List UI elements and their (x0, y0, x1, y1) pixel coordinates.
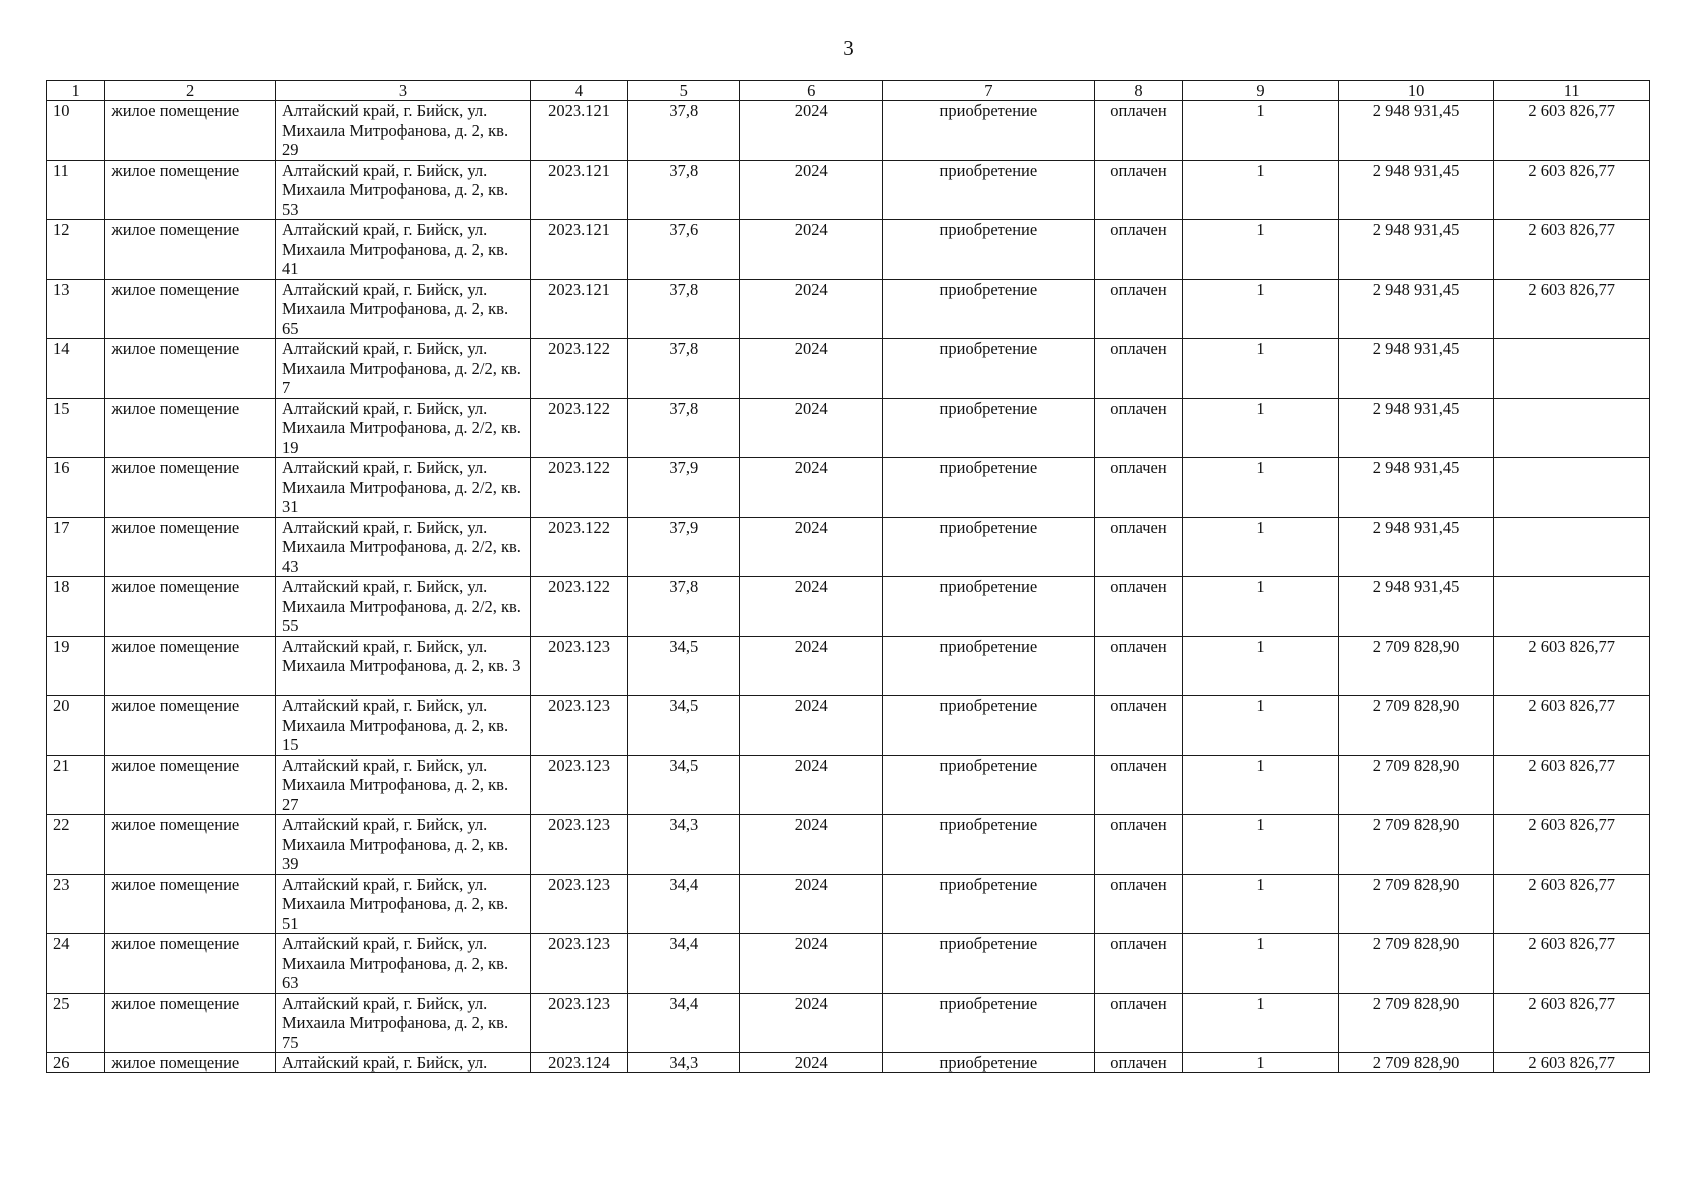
cell-payment-status: оплачен (1094, 636, 1183, 696)
cell-paid-amount (1494, 339, 1650, 399)
cell-payment-status: оплачен (1094, 577, 1183, 637)
cell-object-code: 2023.121 (530, 160, 627, 220)
cell-address: Алтайский край, г. Бийск, ул. Михаила Митрофанова, д. 2, кв. 39 (275, 815, 530, 875)
cell-payment-status: оплачен (1094, 874, 1183, 934)
cell-property-type: жилое помещение (105, 279, 276, 339)
cell-property-type: жилое помещение (105, 755, 276, 815)
cell-acquisition-method: приобретение (883, 636, 1095, 696)
cell-acquisition-method: приобретение (883, 279, 1095, 339)
cell-payment-status: оплачен (1094, 696, 1183, 756)
column-header: 7 (883, 81, 1095, 101)
cell-quantity: 1 (1183, 398, 1339, 458)
cell-price: 2 948 931,45 (1338, 220, 1494, 280)
cell-price: 2 948 931,45 (1338, 398, 1494, 458)
cell-price: 2 948 931,45 (1338, 160, 1494, 220)
cell-year: 2024 (740, 577, 883, 637)
cell-area: 37,8 (628, 160, 740, 220)
cell-property-type: жилое помещение (105, 398, 276, 458)
cell-year: 2024 (740, 815, 883, 875)
cell-price: 2 709 828,90 (1338, 696, 1494, 756)
cell-quantity: 1 (1183, 934, 1339, 994)
cell-quantity: 1 (1183, 1053, 1339, 1073)
cell-row-number: 11 (47, 160, 105, 220)
cell-object-code: 2023.121 (530, 279, 627, 339)
cell-row-number: 13 (47, 279, 105, 339)
cell-area: 34,5 (628, 636, 740, 696)
cell-row-number: 15 (47, 398, 105, 458)
cell-address: Алтайский край, г. Бийск, ул. Михаила Митрофанова, д. 2, кв. 27 (275, 755, 530, 815)
cell-payment-status: оплачен (1094, 220, 1183, 280)
cell-quantity: 1 (1183, 220, 1339, 280)
cell-paid-amount: 2 603 826,77 (1494, 279, 1650, 339)
cell-price: 2 948 931,45 (1338, 279, 1494, 339)
cell-property-type: жилое помещение (105, 577, 276, 637)
cell-object-code: 2023.123 (530, 934, 627, 994)
cell-price: 2 709 828,90 (1338, 934, 1494, 994)
cell-year: 2024 (740, 993, 883, 1053)
cell-address: Алтайский край, г. Бийск, ул. Михаила Митрофанова, д. 2, кв. 65 (275, 279, 530, 339)
cell-quantity: 1 (1183, 636, 1339, 696)
cell-quantity: 1 (1183, 458, 1339, 518)
cell-payment-status: оплачен (1094, 934, 1183, 994)
cell-object-code: 2023.123 (530, 636, 627, 696)
cell-property-type: жилое помещение (105, 874, 276, 934)
cell-paid-amount: 2 603 826,77 (1494, 696, 1650, 756)
cell-paid-amount: 2 603 826,77 (1494, 220, 1650, 280)
cell-paid-amount: 2 603 826,77 (1494, 160, 1650, 220)
cell-row-number: 21 (47, 755, 105, 815)
cell-area: 37,8 (628, 398, 740, 458)
cell-quantity: 1 (1183, 755, 1339, 815)
cell-address: Алтайский край, г. Бийск, ул. Михаила Митрофанова, д. 2, кв. 63 (275, 934, 530, 994)
cell-payment-status: оплачен (1094, 101, 1183, 161)
cell-acquisition-method: приобретение (883, 874, 1095, 934)
cell-row-number: 19 (47, 636, 105, 696)
cell-property-type: жилое помещение (105, 101, 276, 161)
cell-row-number: 23 (47, 874, 105, 934)
table-row (47, 874, 1650, 934)
cell-year: 2024 (740, 160, 883, 220)
table-row (47, 577, 1650, 637)
column-header: 3 (275, 81, 530, 101)
cell-address: Алтайский край, г. Бийск, ул. Михаила Митрофанова, д. 2/2, кв. 55 (275, 577, 530, 637)
column-header: 11 (1494, 81, 1650, 101)
cell-row-number: 20 (47, 696, 105, 756)
table-row (47, 398, 1650, 458)
cell-year: 2024 (740, 934, 883, 994)
cell-acquisition-method: приобретение (883, 1053, 1095, 1073)
cell-object-code: 2023.123 (530, 815, 627, 875)
cell-row-number: 25 (47, 993, 105, 1053)
column-header: 6 (740, 81, 883, 101)
cell-address: Алтайский край, г. Бийск, ул. Михаила Митрофанова, д. 2, кв. 75 (275, 993, 530, 1053)
cell-object-code: 2023.122 (530, 458, 627, 518)
column-header: 5 (628, 81, 740, 101)
column-header: 10 (1338, 81, 1494, 101)
cell-address: Алтайский край, г. Бийск, ул. Михаила Митрофанова, д. 2/2, кв. 19 (275, 398, 530, 458)
cell-area: 37,8 (628, 339, 740, 399)
cell-area: 37,8 (628, 577, 740, 637)
cell-paid-amount: 2 603 826,77 (1494, 934, 1650, 994)
cell-quantity: 1 (1183, 339, 1339, 399)
cell-area: 34,3 (628, 1053, 740, 1073)
cell-area: 34,5 (628, 755, 740, 815)
cell-address: Алтайский край, г. Бийск, ул. Михаила Митрофанова, д. 2/2, кв. 31 (275, 458, 530, 518)
cell-acquisition-method: приобретение (883, 517, 1095, 577)
cell-area: 37,9 (628, 458, 740, 518)
cell-object-code: 2023.121 (530, 220, 627, 280)
cell-price: 2 709 828,90 (1338, 755, 1494, 815)
cell-paid-amount: 2 603 826,77 (1494, 101, 1650, 161)
cell-payment-status: оплачен (1094, 279, 1183, 339)
cell-area: 34,4 (628, 874, 740, 934)
cell-row-number: 26 (47, 1053, 105, 1073)
cell-row-number: 16 (47, 458, 105, 518)
cell-address: Алтайский край, г. Бийск, ул. Михаила Митрофанова, д. 2, кв. 3 (275, 636, 530, 696)
cell-acquisition-method: приобретение (883, 755, 1095, 815)
cell-property-type: жилое помещение (105, 220, 276, 280)
cell-object-code: 2023.123 (530, 993, 627, 1053)
cell-property-type: жилое помещение (105, 160, 276, 220)
cell-acquisition-method: приобретение (883, 577, 1095, 637)
cell-year: 2024 (740, 636, 883, 696)
cell-row-number: 18 (47, 577, 105, 637)
cell-payment-status: оплачен (1094, 160, 1183, 220)
table-row (47, 993, 1650, 1053)
cell-area: 37,8 (628, 101, 740, 161)
cell-quantity: 1 (1183, 577, 1339, 637)
cell-payment-status: оплачен (1094, 339, 1183, 399)
property-registry-table (46, 80, 1650, 1073)
cell-quantity: 1 (1183, 279, 1339, 339)
cell-object-code: 2023.122 (530, 398, 627, 458)
cell-area: 34,4 (628, 993, 740, 1053)
cell-quantity: 1 (1183, 517, 1339, 577)
table-row (47, 458, 1650, 518)
cell-acquisition-method: приобретение (883, 696, 1095, 756)
cell-property-type: жилое помещение (105, 993, 276, 1053)
cell-price: 2 709 828,90 (1338, 636, 1494, 696)
column-header: 8 (1094, 81, 1183, 101)
cell-payment-status: оплачен (1094, 1053, 1183, 1073)
table-row (47, 815, 1650, 875)
cell-area: 34,4 (628, 934, 740, 994)
table-row (47, 339, 1650, 399)
cell-area: 34,3 (628, 815, 740, 875)
cell-object-code: 2023.123 (530, 696, 627, 756)
cell-year: 2024 (740, 398, 883, 458)
cell-area: 37,8 (628, 279, 740, 339)
cell-year: 2024 (740, 874, 883, 934)
cell-area: 37,9 (628, 517, 740, 577)
cell-acquisition-method: приобретение (883, 458, 1095, 518)
cell-year: 2024 (740, 220, 883, 280)
page-number: 3 (843, 36, 854, 60)
cell-year: 2024 (740, 755, 883, 815)
cell-price: 2 948 931,45 (1338, 101, 1494, 161)
cell-property-type: жилое помещение (105, 934, 276, 994)
cell-address: Алтайский край, г. Бийск, ул. Михаила Митрофанова, д. 2, кв. 51 (275, 874, 530, 934)
cell-property-type: жилое помещение (105, 636, 276, 696)
cell-paid-amount: 2 603 826,77 (1494, 874, 1650, 934)
cell-acquisition-method: приобретение (883, 220, 1095, 280)
cell-quantity: 1 (1183, 696, 1339, 756)
cell-address: Алтайский край, г. Бийск, ул. Михаила Митрофанова, д. 2, кв. 29 (275, 101, 530, 161)
cell-area: 37,6 (628, 220, 740, 280)
cell-year: 2024 (740, 458, 883, 518)
table-row (47, 934, 1650, 994)
cell-year: 2024 (740, 1053, 883, 1073)
cell-row-number: 10 (47, 101, 105, 161)
cell-year: 2024 (740, 696, 883, 756)
cell-payment-status: оплачен (1094, 755, 1183, 815)
cell-year: 2024 (740, 517, 883, 577)
cell-row-number: 12 (47, 220, 105, 280)
cell-quantity: 1 (1183, 101, 1339, 161)
cell-row-number: 24 (47, 934, 105, 994)
cell-acquisition-method: приобретение (883, 815, 1095, 875)
cell-object-code: 2023.123 (530, 755, 627, 815)
cell-object-code: 2023.123 (530, 874, 627, 934)
column-number-row (47, 81, 1650, 101)
cell-area: 34,5 (628, 696, 740, 756)
cell-address: Алтайский край, г. Бийск, ул. Михаила Митрофанова, д. 2, кв. 15 (275, 696, 530, 756)
table-row (47, 220, 1650, 280)
table-row (47, 517, 1650, 577)
cell-acquisition-method: приобретение (883, 160, 1095, 220)
cell-property-type: жилое помещение (105, 339, 276, 399)
cell-payment-status: оплачен (1094, 458, 1183, 518)
cell-address: Алтайский край, г. Бийск, ул. Михаила Митрофанова, д. 2/2, кв. 43 (275, 517, 530, 577)
cell-property-type: жилое помещение (105, 815, 276, 875)
table-row (47, 279, 1650, 339)
cell-price: 2 948 931,45 (1338, 458, 1494, 518)
cell-year: 2024 (740, 339, 883, 399)
cell-payment-status: оплачен (1094, 517, 1183, 577)
table-row (47, 101, 1650, 161)
cell-quantity: 1 (1183, 160, 1339, 220)
cell-property-type: жилое помещение (105, 458, 276, 518)
cell-paid-amount: 2 603 826,77 (1494, 1053, 1650, 1073)
cell-price: 2 948 931,45 (1338, 577, 1494, 637)
cell-object-code: 2023.122 (530, 577, 627, 637)
cell-payment-status: оплачен (1094, 815, 1183, 875)
cell-row-number: 14 (47, 339, 105, 399)
cell-price: 2 948 931,45 (1338, 339, 1494, 399)
cell-price: 2 948 931,45 (1338, 517, 1494, 577)
cell-object-code: 2023.124 (530, 1053, 627, 1073)
table-row (47, 696, 1650, 756)
cell-paid-amount: 2 603 826,77 (1494, 755, 1650, 815)
cell-quantity: 1 (1183, 993, 1339, 1053)
cell-payment-status: оплачен (1094, 398, 1183, 458)
cell-quantity: 1 (1183, 815, 1339, 875)
cell-paid-amount: 2 603 826,77 (1494, 636, 1650, 696)
cell-year: 2024 (740, 279, 883, 339)
cell-row-number: 17 (47, 517, 105, 577)
cell-paid-amount (1494, 458, 1650, 518)
cell-acquisition-method: приобретение (883, 101, 1095, 161)
cell-quantity: 1 (1183, 874, 1339, 934)
cell-acquisition-method: приобретение (883, 934, 1095, 994)
cell-price: 2 709 828,90 (1338, 993, 1494, 1053)
table-row (47, 636, 1650, 696)
cell-address: Алтайский край, г. Бийск, ул. Михаила Митрофанова, д. 2, кв. 53 (275, 160, 530, 220)
cell-property-type: жилое помещение (105, 1053, 276, 1073)
cell-paid-amount: 2 603 826,77 (1494, 993, 1650, 1053)
cell-year: 2024 (740, 101, 883, 161)
cell-price: 2 709 828,90 (1338, 874, 1494, 934)
cell-object-code: 2023.122 (530, 517, 627, 577)
cell-property-type: жилое помещение (105, 696, 276, 756)
cell-price: 2 709 828,90 (1338, 1053, 1494, 1073)
table-row (47, 1053, 1650, 1073)
cell-address: Алтайский край, г. Бийск, ул. Михаила Митрофанова, д. 2/2, кв. 7 (275, 339, 530, 399)
table-row (47, 160, 1650, 220)
cell-address: Алтайский край, г. Бийск, ул. Михаила Митрофанова, д. 2, кв. 41 (275, 220, 530, 280)
column-header: 1 (47, 81, 105, 101)
column-header: 9 (1183, 81, 1339, 101)
cell-row-number: 22 (47, 815, 105, 875)
cell-property-type: жилое помещение (105, 517, 276, 577)
table-row (47, 755, 1650, 815)
cell-price: 2 709 828,90 (1338, 815, 1494, 875)
column-header: 2 (105, 81, 276, 101)
cell-paid-amount (1494, 398, 1650, 458)
cell-object-code: 2023.121 (530, 101, 627, 161)
cell-paid-amount: 2 603 826,77 (1494, 815, 1650, 875)
cell-acquisition-method: приобретение (883, 339, 1095, 399)
cell-address: Алтайский край, г. Бийск, ул. (275, 1053, 530, 1073)
cell-paid-amount (1494, 517, 1650, 577)
column-header: 4 (530, 81, 627, 101)
cell-paid-amount (1494, 577, 1650, 637)
cell-acquisition-method: приобретение (883, 398, 1095, 458)
cell-payment-status: оплачен (1094, 993, 1183, 1053)
cell-object-code: 2023.122 (530, 339, 627, 399)
cell-acquisition-method: приобретение (883, 993, 1095, 1053)
